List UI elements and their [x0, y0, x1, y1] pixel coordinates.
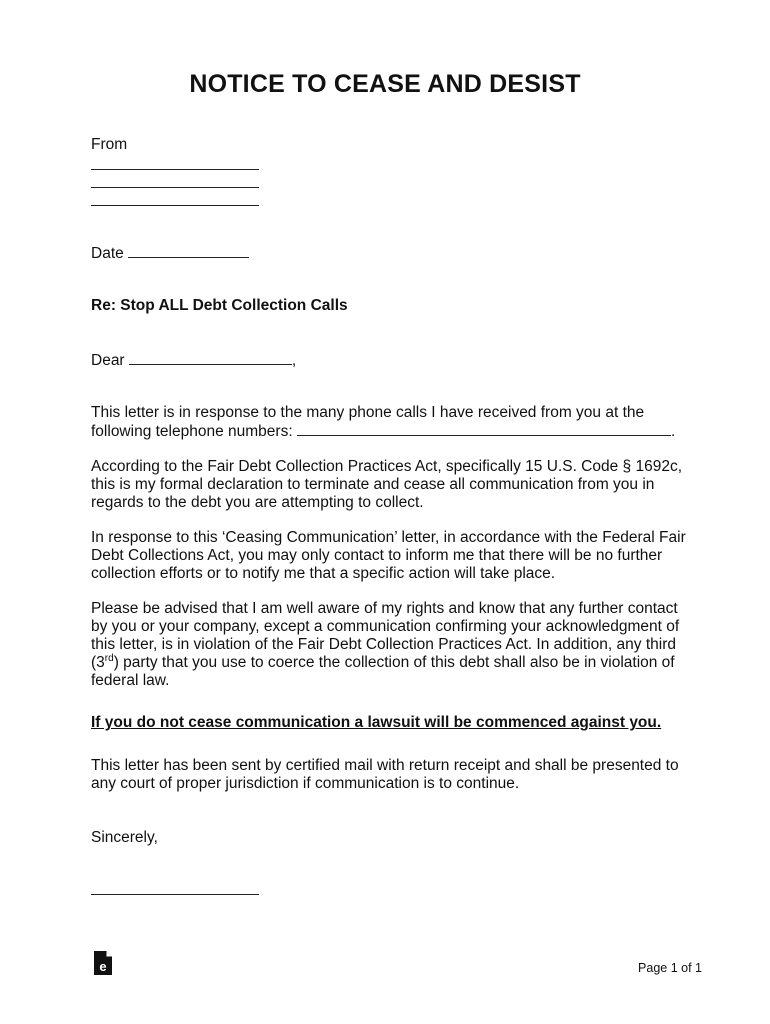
re-line: Re: Stop ALL Debt Collection Calls: [91, 297, 348, 314]
dear-row: [91, 351, 296, 370]
svg-text:e: e: [99, 959, 107, 974]
paragraph-4-line-1: Please be advised that I am well aware of my rights and know that any further contact: [91, 600, 678, 617]
paragraph-1-line-2: [91, 422, 691, 441]
from-blank-line-3[interactable]: [91, 205, 259, 206]
from-blank-line-2[interactable]: [91, 187, 259, 188]
paragraph-2-line-3: regards to the debt you are attempting to collect.: [91, 494, 424, 511]
document-title: NOTICE TO CEASE AND DESIST: [189, 70, 581, 98]
paragraph-3-line-1: In response to this ‘Ceasing Communication’ letter, in accordance with the Federal Fair: [91, 529, 686, 546]
paragraph-3-line-2: Debt Collections Act, you may only contact to inform me that there will be no further: [91, 547, 663, 564]
dear-suffix: ,: [291, 352, 297, 369]
phone-numbers-label: following telephone numbers:: [91, 423, 293, 440]
phone-numbers-suffix: .: [670, 423, 676, 440]
lawsuit-warning: If you do not cease communication a lawsuit will be commenced against you.: [91, 714, 662, 731]
paragraph-4-line-5: federal law.: [91, 672, 170, 689]
phone-numbers-blank[interactable]: [297, 422, 671, 436]
closing: Sincerely,: [91, 829, 158, 846]
paragraph-5-line-2: any court of proper jurisdiction if communication is to continue.: [91, 775, 520, 792]
paragraph-2-line-2: this is my formal declaration to terminate and cease all communication from you in: [91, 476, 655, 493]
date-label: Date: [91, 245, 124, 262]
date-blank[interactable]: [128, 244, 249, 258]
paragraph-4-line-3: this letter, is in violation of the Fair Debt Collection Practices Act. In addition, any third: [91, 636, 676, 653]
from-blank-line-1[interactable]: [91, 169, 259, 170]
third-superscript: rd: [104, 652, 114, 664]
paragraph-3: [91, 529, 691, 583]
from-label: From: [91, 136, 128, 153]
paragraph-3-line-3: collection efforts or to notify me that a specific action will take place.: [91, 565, 556, 582]
paragraph-4: [91, 600, 691, 690]
signature-line[interactable]: [91, 894, 259, 895]
third-prefix: (3: [91, 654, 105, 671]
paragraph-4-line-2: by you or your company, except a communication confirming your acknowledgment of: [91, 618, 680, 635]
third-suffix: ) party that you use to coerce the collection of this debt shall also be in violation of: [113, 654, 675, 671]
page-number: Page 1 of 1: [638, 961, 702, 975]
dear-label: Dear: [91, 352, 125, 369]
paragraph-5: [91, 757, 691, 793]
paragraph-2-line-1: According to the Fair Debt Collection Practices Act, specifically 15 U.S. Code § 1692c,: [91, 458, 683, 475]
date-row: [91, 244, 249, 263]
paragraph-1: [91, 404, 691, 441]
paragraph-5-line-1: This letter has been sent by certified mail with return receipt and shall be presented to: [91, 757, 679, 774]
dear-blank[interactable]: [129, 351, 292, 365]
document-e-icon: [93, 950, 113, 976]
paragraph-2: [91, 458, 691, 512]
paragraph-4-line-4: [91, 654, 691, 672]
paragraph-1-line-1: This letter is in response to the many phone calls I have received from you at the: [91, 404, 645, 421]
